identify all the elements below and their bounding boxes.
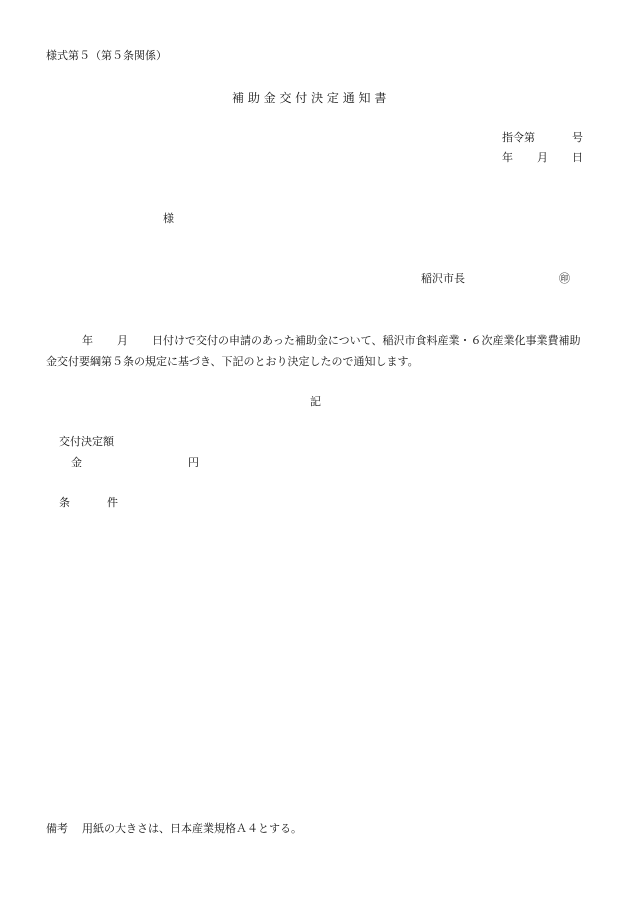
reference-gou-label: 号 (572, 131, 583, 144)
date-year-label: 年 (502, 151, 513, 164)
date-day-label: 日 (572, 151, 583, 164)
ki-heading: 記 (310, 395, 321, 408)
issuer-name: 稲沢市長 (421, 272, 465, 285)
note-label: 備考 (46, 822, 68, 835)
amount-heading: 交付決定額 (59, 435, 114, 448)
note-text: 用紙の大きさは、日本産業規格Ａ４とする。 (82, 822, 302, 835)
body-text: 日付けで交付の申請のあった補助金について、稲沢市食料産業・６次産業化事業費補助金交付要綱第５条の規定に基づき、下記のとおり決定したので通知します。 (46, 334, 581, 368)
body-month: 月 (117, 334, 128, 347)
conditions-jou-label: 条 (59, 496, 70, 509)
form-number: 様式第５（第５条関係） (46, 49, 167, 62)
reference-shirei-label: 指令第 (502, 131, 535, 144)
body-year: 年 (82, 334, 93, 347)
addressee-sama: 様 (163, 212, 174, 225)
body-paragraph (46, 330, 586, 372)
amount-yen-label: 円 (188, 456, 199, 469)
date-month-label: 月 (537, 151, 548, 164)
document-title: 補 助 金 交 付 決 定 通 知 書 (232, 91, 387, 105)
conditions-ken-label: 件 (107, 496, 118, 509)
seal-mark: ㊞ (559, 272, 570, 285)
amount-kin-label: 金 (71, 456, 82, 469)
